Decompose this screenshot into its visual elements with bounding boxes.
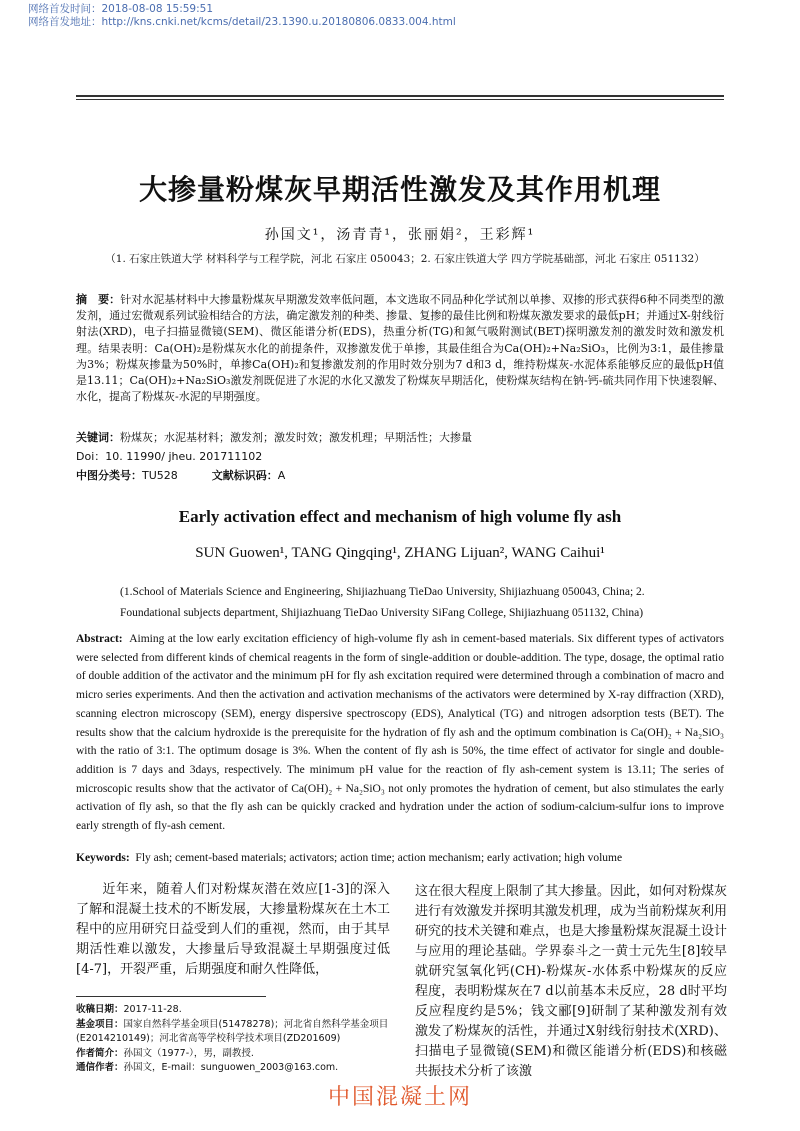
- body-left-text: 近年来，随着人们对粉煤灰潜在效应[1-3]的深入了解和混凝土技术的不断发展，大掺量粉煤灰在土木工程中的应用研究日益受到人们的重视，然而，由于其早期活性难以激发，大掺量后导致混凝土早期强度过低[4-7]，开裂严重，后期强度和耐久性降低，: [76, 882, 390, 977]
- abstract-cn: [76, 292, 724, 405]
- abstract-cn-text: 针对水泥基材料中大掺量粉煤灰早期激发效率低问题，本文选取不同品种化学试剂以单掺、双掺的形式获得6种不同类型的激发剂，通过宏微观系列试验相结合的方法，确定激发剂的种类、掺量、复掺的最佳比例和粉煤灰激发要求的最低pH；并通过X-射线衍射法(XRD)，电子扫描显微镜(SEM)、微区能谱分析(EDS)，热重分析(TG)和氮气吸附测试(BET)探明激发剂的激发时效和激发机理。结果表明：Ca(OH)₂是粉煤灰水化的前提条件，双掺激发优于单掺，其最佳组合为Ca(OH)₂+Na₂SiO₃，比例为3:1，最佳掺量为3%；粉煤灰掺量为50%时，单掺Ca(OH)₂和复掺激发剂的作用时效分别为7 d和3 d，维持粉煤灰-水泥体系能够反应的最低pH值是13.11；Ca(OH)₂+Na₂SiO₃激发剂既促进了水泥的水化又激发了粉煤灰早期活化，使粉煤灰结构在钠-钙-硫共同作用下快速裂解、水化，提高了粉煤灰-水泥的早期强度。: [76, 293, 725, 404]
- footnotes: [76, 1003, 396, 1076]
- keywords-cn: [76, 430, 724, 446]
- abstract-en-text: Aiming at the low early excitation efficiency of high-volume fly ash in cement-based materials. Six different types of activators were selected from different kinds of chemical reagents in the form of single-addition or double-addition. The type, dosage, the optimal ratio of double addition of the activator and the minimum pH for fly ash excitation required were determined through a combination of macro and micro series experiments. And then the activation and activation mechanisms of the activators were determined by X-ray diffraction (XRD), scanning electron microscopy (SEM), energy dispersive spectroscopy (EDS), Analytical (TG) and nitrogen adsorption tests (BET). The results show that the calcium hydroxide is the prerequisite for the hydration of fly ash and the optimum combination is Ca(OH)₂ + Na₂SiO₃ with the ratio of 3:1. The optimum dosage is 3%. When the content of fly ash is 50%, the time effect of activator for single and double-addition is 7 days and 3days, respectively. The minimum pH value for the reaction of fly ash-cement system is 13.11; The series of microscopic results show that the activator of Ca(OH)₂ + Na₂SiO₃ not only promotes the hydration of cement, but also stimulates the early activation of fly ash, so that the fly ash can be quickly cracked and hydration under the action of sodium-calcium-sulfur ions to improve early strength of fly-ash cement.: [76, 633, 724, 833]
- doc-code-label: 文献标识码：: [211, 469, 278, 482]
- abstract-cn-label: 摘 要：: [76, 293, 121, 306]
- footnote-received: 收稿日期：2017-11-28.: [76, 1004, 182, 1015]
- classification: [76, 468, 724, 484]
- body-right-column: 这在很大程度上限制了其大掺量。因此，如何对粉煤灰进行有效激发并探明其激发机理，成为当前粉煤灰利用研究的技术关键和难点，也是大掺量粉煤灰混凝土设计与应用的理论基础。学界泰斗之一黄士元先生[8]较早就研究氢氧化钙(CH)-粉煤灰-水体系中粉煤灰的反应程度，表明粉煤灰在7 d以前基本未反应，28 d时平均反应程度约是5%；钱文郦[9]研制了某种激发剂有效激发了粉煤灰的活性，并通过X射线衍射技术(XRD)、扫描电子显微镜(SEM)和微区能谱分析(EDS)和核磁共振技术分析了该激: [415, 884, 728, 1079]
- site-brand[interactable]: 中国混凝土网: [327, 1085, 472, 1110]
- authors-en: SUN Guowen¹, TANG Qingqing¹, ZHANG Lijuan², WANG Caihui¹: [195, 545, 605, 561]
- footnote-rule: [76, 996, 266, 997]
- footnote-corresponding: 通信作者：孙国文，E-mail：sunguowen_2003@163.com.: [76, 1062, 339, 1073]
- footnote-bio: 作者简介：孙国文（1977-），男，副教授.: [76, 1047, 254, 1059]
- keywords-en: [76, 852, 724, 864]
- authors-cn: 孙国文¹，汤青青¹，张丽娟²，王彩辉¹: [264, 227, 536, 243]
- affiliation-en: (1.School of Materials Science and Engineering, Shijiazhuang TieDao University, Shijiazhuang 050043, China; 2. Foundational subjects department, Shijiazhuang TieDao University SiFang College, Shijiazhuang 051132, China): [120, 586, 645, 619]
- doi: Doi：10. 11990/ jheu. 201711102: [76, 450, 263, 463]
- top-rule: [76, 95, 724, 97]
- title-cn: 大掺量粉煤灰早期活性激发及其作用机理: [138, 173, 661, 206]
- abstract-en-label: Abstract:: [76, 633, 123, 645]
- affiliation-cn: （1. 石家庄铁道大学 材料科学与工程学院，河北 石家庄 050043；2. 石家庄铁道大学 四方学院基础部，河北 石家庄 051132）: [105, 253, 705, 265]
- keywords-cn-label: 关键词：: [76, 431, 120, 444]
- top-rule-thin: [76, 99, 724, 100]
- body-left-column: [76, 880, 390, 980]
- doc-code-value: A: [277, 469, 286, 482]
- online-publish-time: 网络首发时间：2018-08-08 15:59:51: [28, 3, 214, 15]
- keywords-en-text: Fly ash; cement-based materials; activators; action time; action mechanism; early activation; high volume: [135, 852, 623, 864]
- abstract-en: [76, 630, 724, 836]
- online-publish-address[interactable]: 网络首发地址：http://kns.cnki.net/kcms/detail/23.1390.u.20180806.0833.004.html: [28, 16, 456, 28]
- footnote-fund: 基金项目：国家自然科学基金项目(51478278)；河北省自然科学基金项目(E2014210149)；河北省高等学校科学技术项目(ZD201609): [76, 1018, 389, 1044]
- clc-label: 中图分类号：: [76, 469, 142, 482]
- title-en: Early activation effect and mechanism of high volume fly ash: [178, 507, 622, 526]
- keywords-en-label: Keywords:: [76, 852, 130, 864]
- clc-value: TU528: [142, 469, 178, 482]
- keywords-cn-text: 粉煤灰；水泥基材料；激发剂；激发时效；激发机理；早期活性；大掺量: [120, 431, 472, 444]
